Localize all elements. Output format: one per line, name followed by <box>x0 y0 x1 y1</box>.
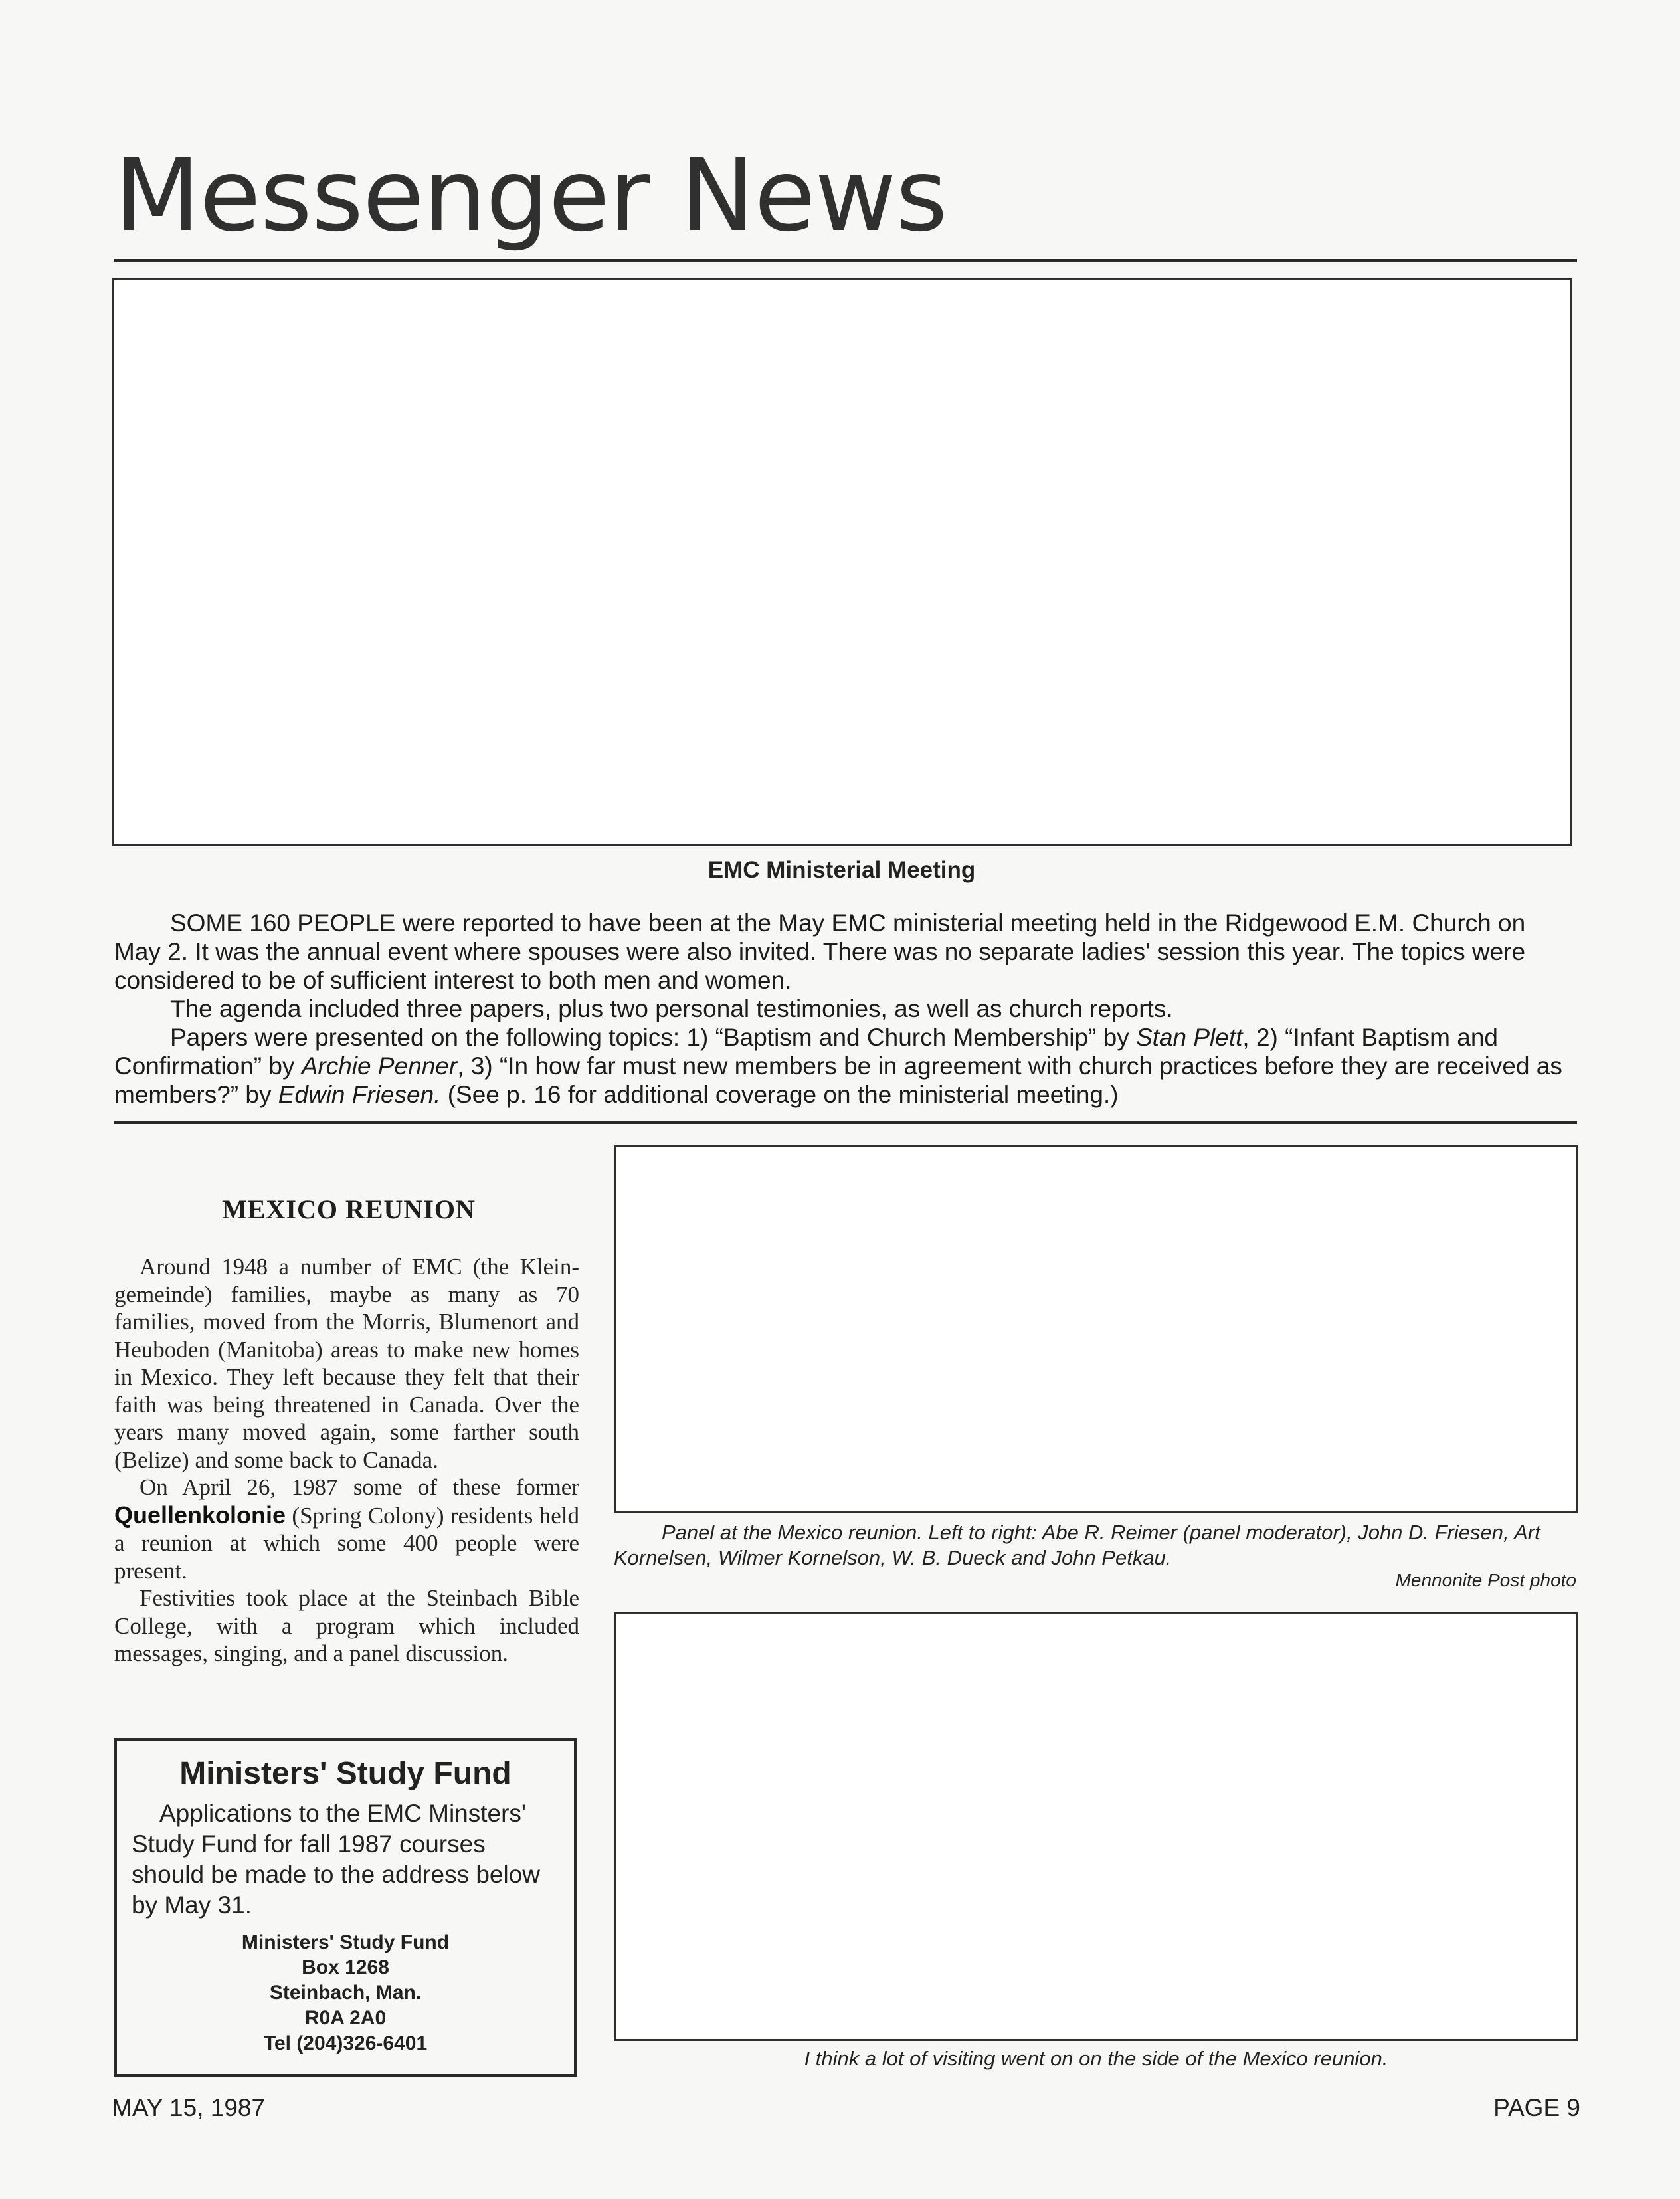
mexico-paragraph-3: Festivities took place at the Steinbach Bible College, with a program which included messages, singing, and a panel discussion. <box>114 1585 579 1666</box>
emc-paragraph-1: SOME 160 PEOPLE were reported to have been at the May EMC ministerial meeting held in the Ridgewood E.M. Church on May 2. It was the annual event where spouses were also invited. There was no separate ladies' session this year. The topics were considered to be of sufficient interest to both men and women. <box>114 909 1526 994</box>
address-line: Steinbach, Man. <box>269 1982 422 2004</box>
address-line: R0A 2A0 <box>304 2007 387 2029</box>
address-line: Box 1268 <box>302 1957 389 1978</box>
mexico-paragraph-2 <box>114 1474 579 1584</box>
issue-date: MAY 15, 1987 <box>112 2094 266 2121</box>
quellenkolonie-term: Quellenkolonie <box>114 1501 286 1529</box>
masthead-title: Messenger News <box>114 138 947 254</box>
mexico-visiting-caption: I think a lot of visiting went on on the side of the Mexico reunion. <box>804 2047 1388 2070</box>
photo-credit: Mennonite Post photo <box>1395 1570 1576 1590</box>
emc-photo-caption: EMC Ministerial Meeting <box>707 857 976 883</box>
study-fund-box <box>114 1738 577 2077</box>
emc-paragraph-2: The agenda included three papers, plus two personal testimonies, as well as church reports. <box>170 995 1173 1022</box>
mexico-paragraph-1: Around 1948 a number of EMC (the Kleingemeinde) families, maybe as many as 70 families, moved from the Morris, Blumenort and Heuboden (Manitoba) areas to make new homes in Mexico. They left because they felt that their faith was being threatened in Canada. Over the years many moved again, some farther south (Belize) and some back to Canada. <box>114 1254 579 1473</box>
mexico-p2-text-b: (Spring Colony) residents held a reunion at which some 400 people were present. <box>114 1502 579 1584</box>
mexico-p2-text-a: On April 26, 1987 some of these former <box>140 1474 579 1500</box>
section-divider <box>114 1121 1577 1124</box>
masthead-rule <box>114 259 1577 262</box>
study-fund-title: Ministers' Study Fund <box>179 1756 512 1791</box>
emc-p3-text-d: (See p. 16 for additional coverage on the ministerial meeting.) <box>440 1081 1119 1108</box>
mexico-panel-caption: Panel at the Mexico reunion. Left to right: Abe R. Reimer (panel moderator), John D. Friesen, Art Kornelsen, Wilmer Kornelson, W. B. Dueck and John Petkau. <box>614 1521 1540 1569</box>
emc-p3-text-a: Papers were presented on the following topics: 1) “Baptism and Church Membership” by <box>170 1024 1136 1051</box>
address-line: Tel (204)326-6401 <box>263 2032 428 2054</box>
mexico-reunion-heading: MEXICO REUNION <box>222 1195 476 1224</box>
study-fund-address <box>132 1930 559 2056</box>
author-archie-penner: Archie Penner <box>301 1052 458 1080</box>
study-fund-body: Applications to the EMC Minsters' Study Fund for fall 1987 courses should be made to the address below by May 31. <box>132 1800 541 1919</box>
emc-article <box>114 909 1576 1109</box>
author-stan-plett: Stan Plett <box>1135 1024 1243 1051</box>
mexico-visiting-photo <box>614 1612 1578 2041</box>
mexico-reunion-article <box>114 1253 579 1668</box>
emc-p3-text-c: , 3) “In how far must new members be in agreement with church practices before they are received as members?” by <box>114 1052 1562 1108</box>
mexico-panel-photo <box>614 1145 1578 1513</box>
emc-meeting-photo <box>112 278 1572 846</box>
author-edwin-friesen: Edwin Friesen. <box>278 1081 441 1108</box>
page-number: PAGE 9 <box>1493 2094 1580 2121</box>
address-line: Ministers' Study Fund <box>241 1931 450 1953</box>
emc-p3-text-b: , 2) “Infant Baptism and Confirmation” by <box>114 1024 1499 1080</box>
emc-paragraph-3 <box>114 1023 1576 1109</box>
